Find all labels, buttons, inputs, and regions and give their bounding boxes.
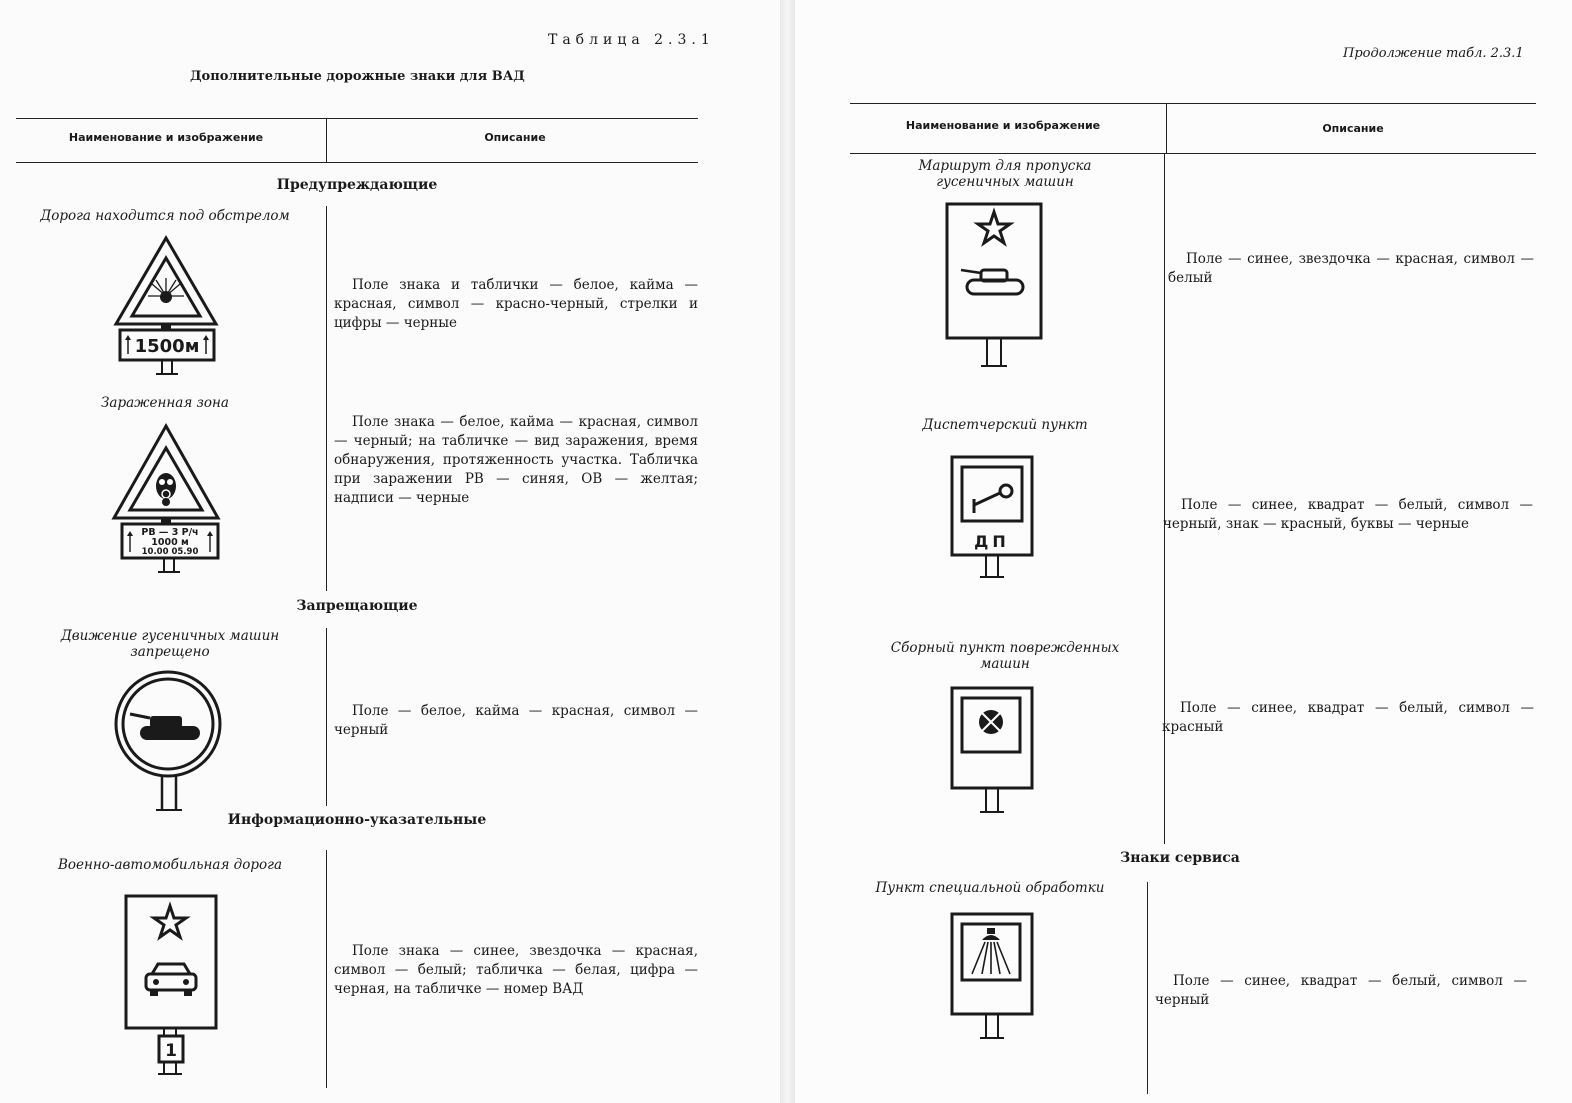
dispatch-sign-icon [950,455,1036,583]
sign-name-military-road: Военно-автомобильная дорога [57,857,283,873]
left-page [0,0,780,1103]
column-divider-service [1147,882,1148,1094]
collection-sign-icon [950,686,1036,818]
tracked-route-sign-icon [945,202,1045,374]
column-header-name: Наименование и изображение [68,131,264,144]
section-info: Информационно-указательные [227,812,487,828]
sign-name-tracked-route: Маршрут для пропуска гусеничных машин [918,158,1092,190]
tank-icon [961,270,1023,294]
sign-name-dispatch: Диспетчерский пункт [922,417,1088,433]
desc-dispatch: Поле — синее, квадрат — белый, символ — черный, знак — красный, буквы — черные [1163,497,1533,532]
special-treatment-sign-icon [950,912,1036,1044]
table-top-rule [16,118,698,119]
header-bottom-rule-right [850,153,1536,154]
table-label: Таблица 2.3.1 [548,32,715,48]
column-header-description-right: Описание [1322,122,1384,135]
header-bottom-rule [16,162,698,163]
sign-name-special-treatment: Пункт специальной обработки [875,880,1105,896]
desc-tracked-route: Поле — синее, звездочка — красная, символ — белый [1168,251,1534,286]
dispatch-letters: ДП [974,532,1010,551]
section-service: Знаки сервиса [1120,850,1240,866]
star-icon [978,212,1010,243]
desc-shelling: Поле знака и таблички — белое, кайма — красная, символ — красно-черный, стрелки и цифры — черные [334,277,698,331]
sign-name-contamination: Зараженная зона [101,395,229,411]
contamination-plate-line1: РВ — 3 Р/ч [141,527,199,538]
military-road-sign-icon [124,894,220,1078]
shelling-sign-icon [110,234,220,376]
desc-military-road: Поле знака — синее, звездочка — красная, символ — белый; табличка — белая, цифра — черная, на табличке — номер ВАД [334,943,698,997]
tracked-prohibited-sign-icon [112,668,228,818]
shelling-plate-text: 1500м [134,336,200,357]
column-header-name-right: Наименование и изображение [905,119,1101,132]
section-warning: Предупреждающие [276,177,438,193]
military-road-plate-number: 1 [165,1041,177,1061]
sign-name-tracked-prohibited: Движение гусеничных машин запрещено [60,628,280,660]
sign-name-collection: Сборный пункт поврежденных машин [890,640,1120,672]
contamination-sign-icon [108,422,226,574]
table-title: Дополнительные дорожные знаки для ВАД [190,69,525,84]
shower-icon [972,928,1010,974]
tank-icon [130,714,200,740]
table-top-rule-right [850,103,1536,104]
desc-special-treatment: Поле — синее, квадрат — белый, символ — черный [1155,973,1527,1008]
contamination-plate-line2: 1000 м [151,537,189,548]
desc-tracked-prohibited: Поле — белое, кайма — красная, символ — черный [334,703,698,738]
car-icon [146,964,196,996]
sign-name-shelling: Дорога находится под обстрелом [40,208,290,224]
column-divider-prohibitory [326,628,327,806]
desc-collection: Поле — синее, квадрат — белый, символ — красный [1162,700,1534,735]
column-divider-info [326,850,327,1088]
continued-label: Продолжение табл. 2.3.1 [1343,46,1524,61]
star-icon [154,906,186,937]
contamination-plate-line3: 10.00 05.90 [141,547,199,557]
column-header-description: Описание [484,131,546,144]
header-divider-right [1166,103,1167,153]
header-divider [326,118,327,162]
section-prohibitory: Запрещающие [296,598,418,614]
column-divider-warning [326,206,327,591]
right-page [795,0,1572,1103]
book-gutter [780,0,795,1103]
desc-contamination: Поле знака — белое, кайма — красная, символ — черный; на табличке — вид заражения, время обнаружения, протяженность участка. Табличка при заражении РВ — синяя, ОВ — желтая; надписи — черные [334,414,698,506]
